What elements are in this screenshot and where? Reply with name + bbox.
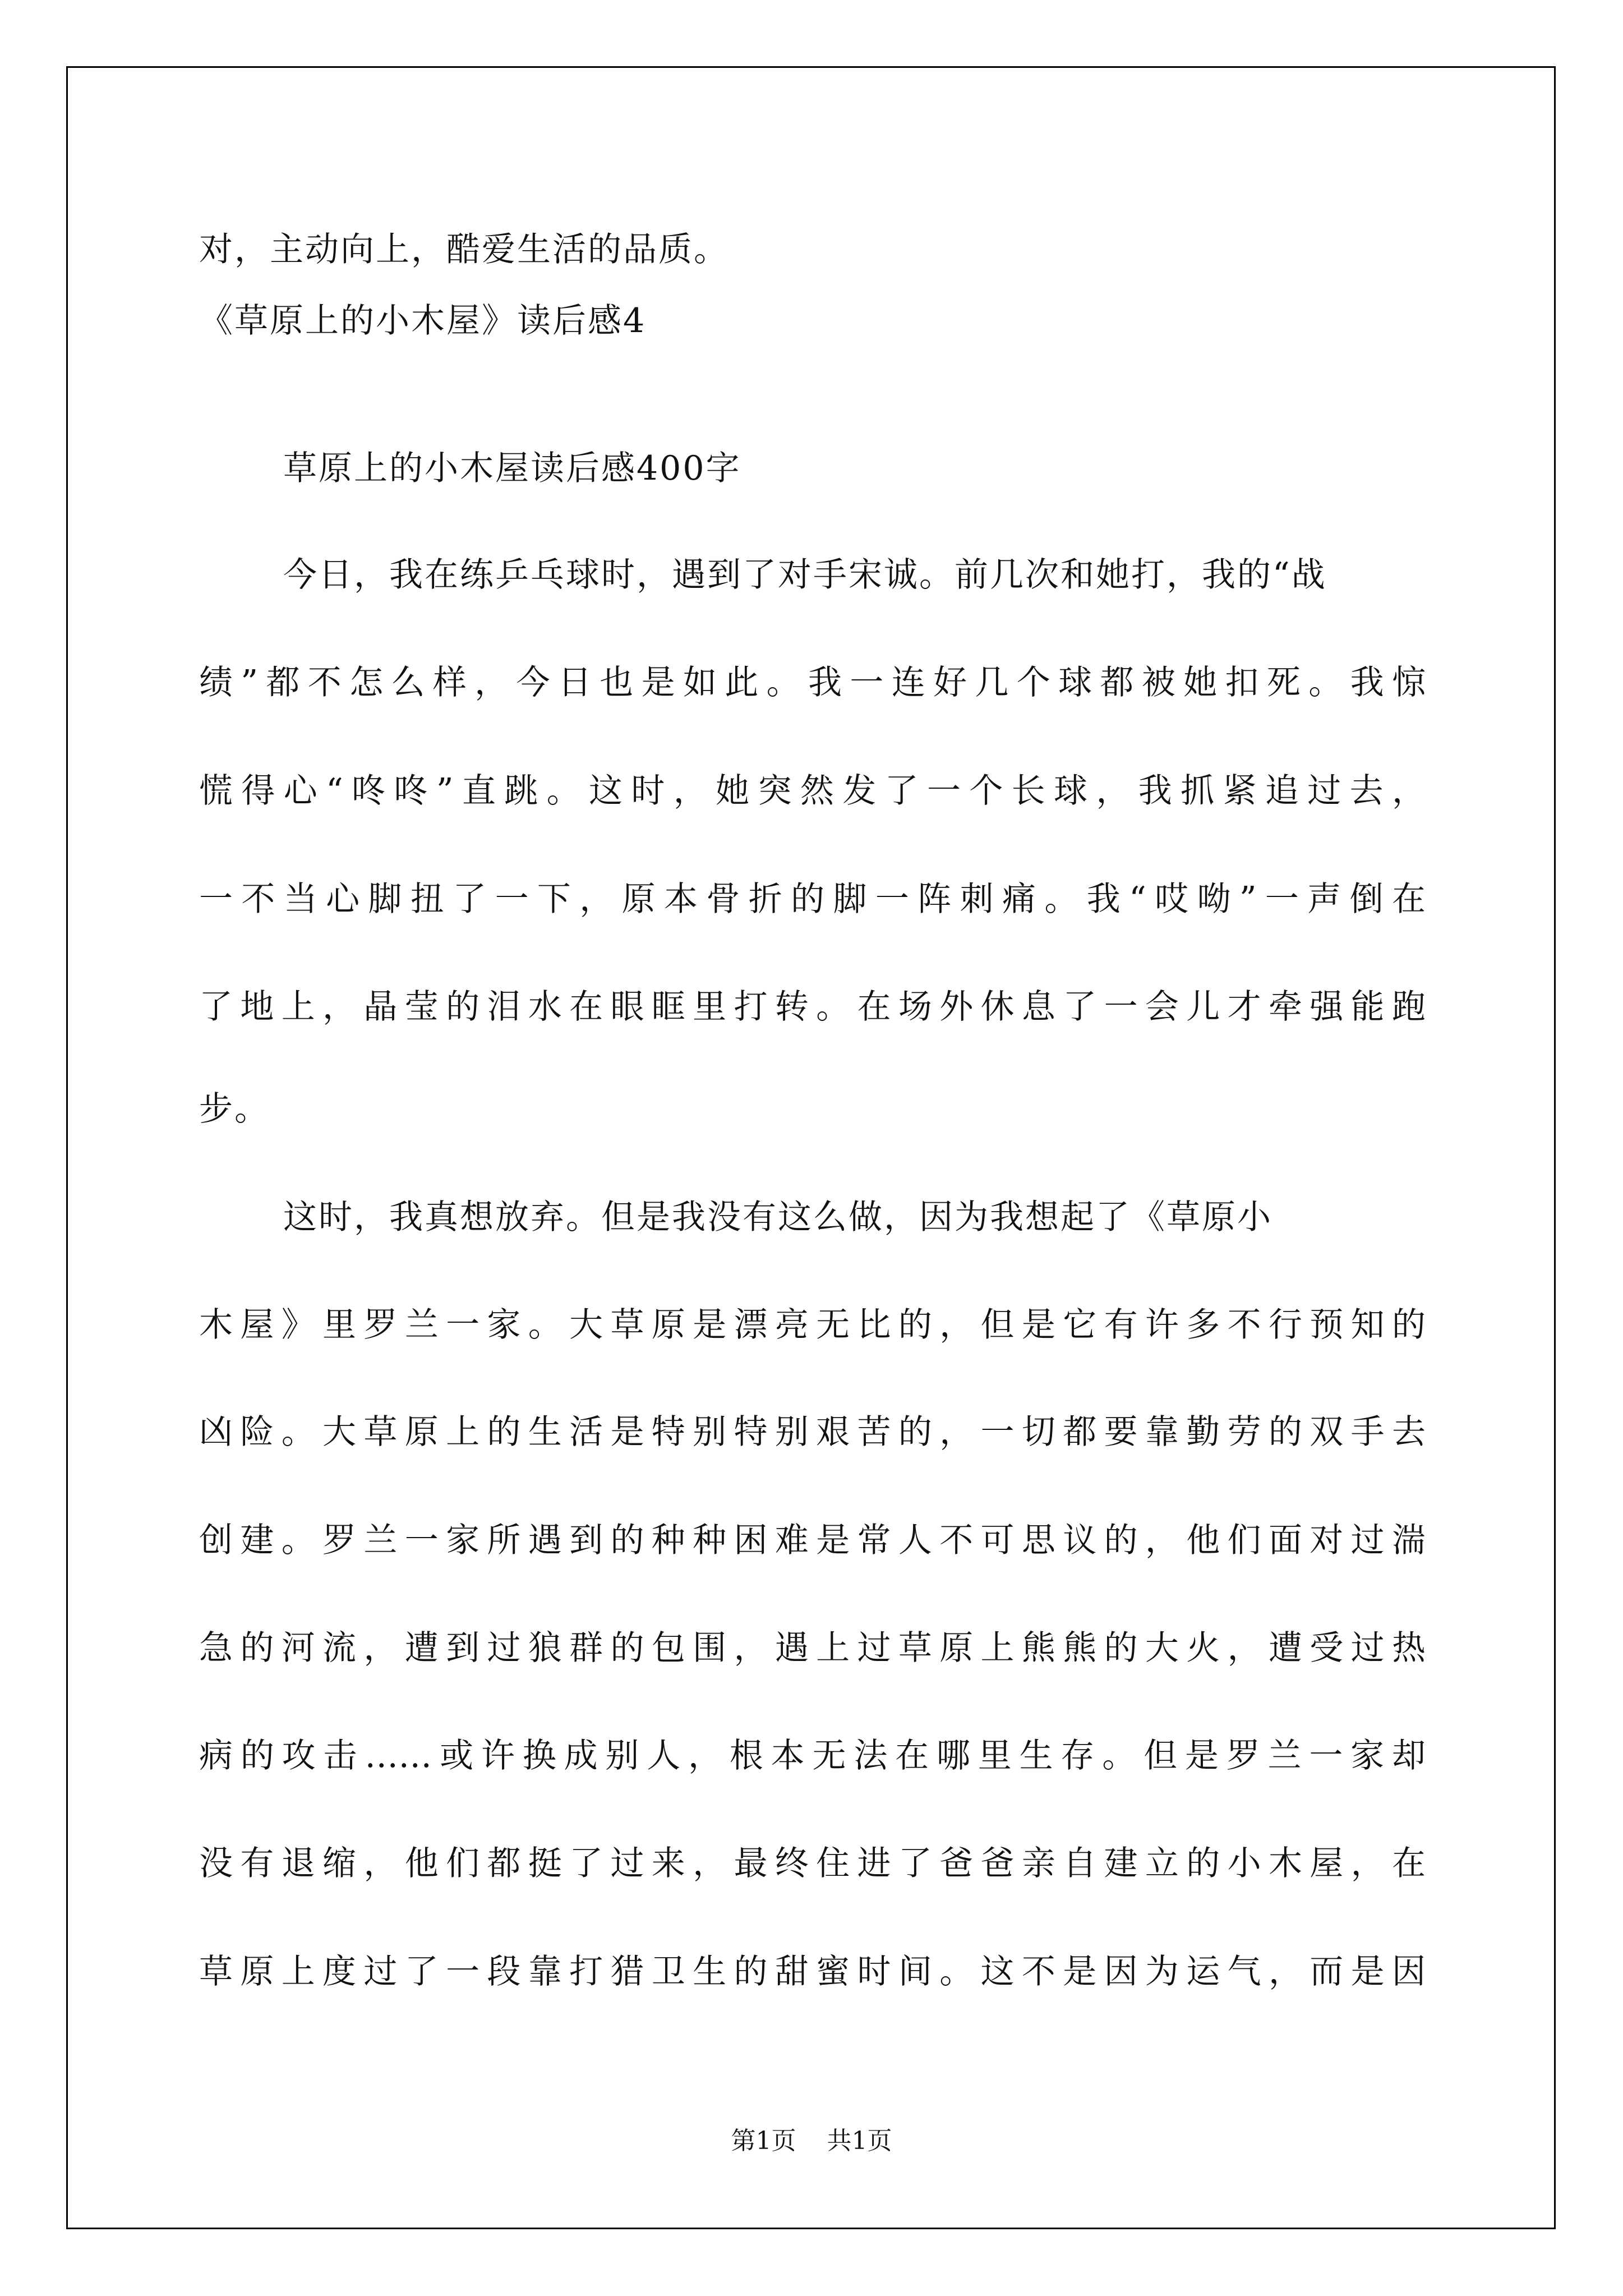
text-line: 木屋》里罗兰一家。大草原是漂亮无比的，但是它有许多不行预知的	[199, 1305, 1426, 1345]
text-line: 一不当心脚扭了一下，原本骨折的脚一阵刺痛。我“哎呦”一声倒在	[199, 880, 1426, 919]
page-border	[66, 66, 1556, 2229]
text-line: 草原上度过了一段靠打猎卫生的甜蜜时间。这不是因为运气，而是因	[199, 1952, 1426, 1991]
text-line: 慌得心“咚咚”直跳。这时，她突然发了一个长球，我抓紧追过去，	[199, 771, 1426, 811]
section-heading: 《草原上的小木屋》读后感4	[199, 301, 647, 341]
text-line: 今日，我在练乒乓球时，遇到了对手宋诚。前几次和她打，我的“战	[283, 555, 1327, 595]
page-number: 第1页	[731, 2127, 796, 2155]
page-total: 共1页	[827, 2127, 892, 2155]
text-line: 急的河流，遭到过狼群的包围，遇上过草原上熊熊的大火，遭受过热	[199, 1628, 1426, 1668]
text-line: 绩”都不怎么样，今日也是如此。我一连好几个球都被她扣死。我惊	[199, 663, 1426, 702]
article-title: 草原上的小木屋读后感400字	[283, 449, 741, 488]
page-footer	[0, 2124, 1623, 2158]
text-line: 了地上，晶莹的泪水在眼眶里打转。在场外休息了一会儿才牵强能跑	[199, 987, 1426, 1027]
text-line: 没有退缩，他们都挺了过来，最终住进了爸爸亲自建立的小木屋，在	[199, 1844, 1426, 1883]
text-line: 病的攻击……或许换成别人，根本无法在哪里生存。但是罗兰一家却	[199, 1736, 1426, 1775]
text-line: 创建。罗兰一家所遇到的种种困难是常人不可思议的，他们面对过湍	[199, 1521, 1426, 1560]
text-line: 这时，我真想放弃。但是我没有这么做，因为我想起了《草原小	[283, 1198, 1272, 1237]
text-line: 步。	[199, 1089, 270, 1129]
text-line: 凶险。大草原上的生活是特别特别艰苦的，一切都要靠勤劳的双手去	[199, 1412, 1426, 1452]
text-line: 对，主动向上，酷爱生活的品质。	[199, 230, 729, 269]
